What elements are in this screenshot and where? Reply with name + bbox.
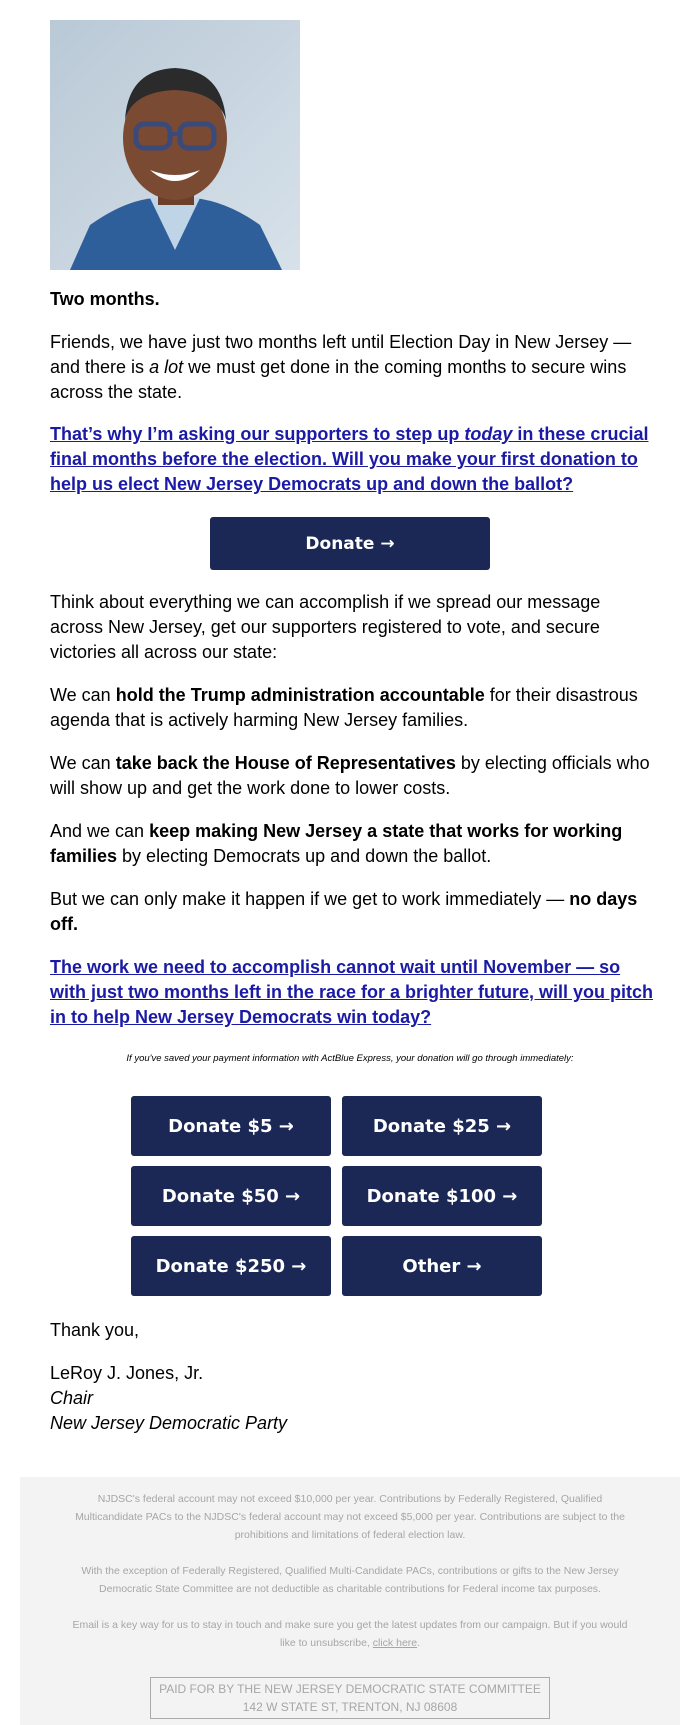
body-paragraph-2 [50,683,655,733]
p2-text-end: for their disastrous agenda that is actively harming New Jersey families. [50,685,638,730]
email-note-text: Email is a key way for us to stay in touch and make sure you get the latest updates from our campaign. But if you would like to unsubscribe, [72,1619,628,1649]
p5-text: But we can only make it happen if we get to work immediately — [50,889,570,909]
cta-paragraph-2 [50,955,655,1030]
p4-bold: keep making New Jersey a state that works for working families [50,821,623,866]
donate-250-button[interactable]: Donate $250 → [131,1236,331,1296]
intro-paragraph [50,330,655,405]
p4-text: And we can [50,821,150,841]
p3-bold: take back the House of Representatives [115,753,456,773]
p3-text: We can [50,753,116,773]
donate-100-button[interactable]: Donate $100 → [342,1166,542,1226]
signoff-thanks: Thank you, [50,1320,140,1340]
body-paragraph-4 [50,819,655,869]
headline: Two months. [50,289,160,309]
cta1-emphasis: today [464,424,513,444]
signer-title: Chair [50,1388,94,1408]
actblue-express-note: If you've saved your payment information with ActBlue Express, your donation will go through immediately: [126,1053,574,1064]
intro-text-end: we must get done in the coming months to secure wins across the state. [50,357,627,402]
body-paragraph-3 [50,751,655,801]
portrait-photo [50,20,300,270]
footer-email-note [70,1616,630,1652]
paid-for-box [150,1677,550,1719]
donation-link-1[interactable] [50,424,648,494]
p3-text-end: by electing officials who will show up and get the work done to lower costs. [50,753,650,798]
body-paragraph-1: Think about everything we can accomplish if we spread our message across New Jersey, get our supporters registered to vote, and secure victories all across our state: [50,592,601,662]
donate-5-button[interactable]: Donate $5 → [131,1096,331,1156]
footer-disclaimer-2: With the exception of Federally Registered, Qualified Multi-Candidate PACs, contributions or gifts to the New Jersey Democratic State Committee are not deductible as charitable contributions for Federal income tax purposes. [81,1565,619,1595]
footer [20,1477,680,1725]
p4-text-end: by electing Democrats up and down the ballot. [117,846,492,866]
donate-button[interactable]: Donate → [210,517,490,570]
p5-bold: no days off. [50,889,638,934]
signer-organization: New Jersey Democratic Party [50,1413,288,1433]
p2-bold: hold the Trump administration accountable [115,685,485,705]
paid-for-line-2: 142 W STATE ST, TRENTON, NJ 08608 [242,1700,458,1714]
paid-for-line-1: PAID FOR BY THE NEW JERSEY DEMOCRATIC STATE COMMITTEE [159,1682,541,1696]
p2-text: We can [50,685,116,705]
cta1-text: That’s why I’m asking our supporters to step up [50,424,465,444]
donate-25-button[interactable]: Donate $25 → [342,1096,542,1156]
cta1-text-end: in these crucial final months before the election. Will you make your first donation to help us elect New Jersey Democrats up and down the ballot? [50,424,649,494]
email-note-end: . [417,1637,421,1649]
donate-50-button[interactable]: Donate $50 → [131,1166,331,1226]
intro-emphasis: a lot [149,357,184,377]
intro-text: Friends, we have just two months left until Election Day in New Jersey — and there is [50,332,632,377]
body-paragraph-5 [50,887,655,937]
signer-name: LeRoy J. Jones, Jr. [50,1363,204,1383]
footer-disclaimer-1: NJDSC's federal account may not exceed $10,000 per year. Contributions by Federally Registered, Qualified Multicandidate PACs to the NJDSC's federal account may not exceed $5,000 per year. Contributions are subject to the prohibitions and limitations of federal election law. [75,1493,625,1541]
donation-link-2[interactable]: The work we need to accomplish cannot wait until November — so with just two months left in the race for a brighter future, will you pitch in to help New Jersey Democrats win today? [50,957,654,1027]
cta-paragraph-1 [50,422,655,497]
donate-other-button[interactable]: Other → [342,1236,542,1296]
unsubscribe-link[interactable]: click here [372,1637,418,1649]
